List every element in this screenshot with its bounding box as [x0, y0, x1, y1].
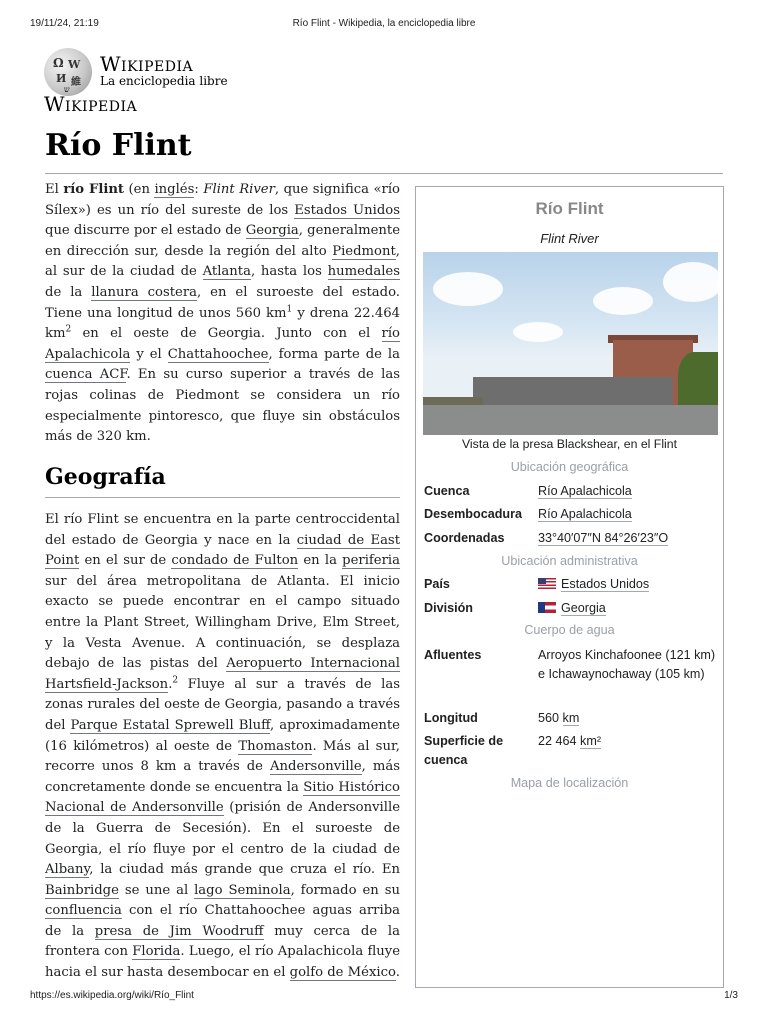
link-golfo-mexico[interactable]: golfo de México [289, 965, 396, 981]
value-cuenca [538, 482, 716, 501]
infobox-section-geo: Ubicación geográfica [510, 460, 629, 474]
link-division-value[interactable]: Georgia [561, 601, 606, 615]
text: , al sur de la ciudad de [45, 243, 400, 280]
text: en la [298, 553, 343, 569]
section-divider [45, 497, 400, 498]
label-longitud: Longitud [424, 711, 478, 725]
link-rio-apalachicola[interactable]: río Apalachicola [45, 326, 400, 362]
photo-dam [473, 377, 673, 405]
link-lago-seminola[interactable]: lago Seminola [194, 882, 291, 898]
text: y el [130, 346, 168, 362]
logo-tagline: La enciclopedia libre [100, 74, 228, 88]
label-pais: País [424, 577, 450, 591]
label-coordenadas: Coordenadas [424, 531, 505, 545]
link-pais-value[interactable]: Estados Unidos [561, 577, 650, 591]
link-andersonville[interactable]: Andersonville [269, 759, 362, 775]
bold-river-name: río Flint [63, 182, 125, 197]
value-longitud [538, 709, 716, 728]
italic-english-name: Flint River [203, 182, 275, 197]
link-sprewell-bluff[interactable]: Parque Estatal Sprewell Bluff [70, 717, 271, 733]
text: con el río Chattahoochee aguas arriba de la [45, 903, 400, 939]
link-ingles[interactable]: inglés [154, 182, 195, 197]
print-tab-title: Río Flint - Wikipedia, la enciclopedia libre [292, 18, 476, 29]
text: sur del área metropolitana de Atlanta. El inicio exacto se puede encontrar en el campo situado entre la Plant Street, Willingham Drive, Elm Street, y la Vesta Avenue. A continuación, se desplaza debajo de las pistas del [45, 573, 400, 672]
label-cuenca: Cuenca [424, 484, 470, 498]
value-pais [538, 575, 716, 594]
link-cuenca-value[interactable]: Río Apalachicola [538, 484, 632, 498]
link-cuenca-acf[interactable]: cuenca ACF [45, 367, 127, 383]
photo-cloud [593, 287, 653, 315]
longitud-number: 560 [538, 711, 563, 725]
link-periferia[interactable]: periferia [342, 553, 400, 569]
geografia-paragraph [45, 510, 400, 984]
print-header [30, 18, 738, 32]
link-piedmont[interactable]: Piedmont [332, 243, 396, 259]
text: , más concretamente donde se encuentra la [45, 759, 400, 795]
link-desembocadura-value[interactable]: Río Apalachicola [538, 507, 632, 521]
text: , la ciudad más grande que cruza el río. En [89, 862, 400, 878]
text: . [395, 965, 400, 981]
text: , en el suroeste del estado. Tiene una longitud de unos 560 km [45, 284, 400, 321]
infobox [415, 186, 724, 988]
link-bainbridge[interactable]: Bainbridge [45, 882, 119, 898]
text: (prisión de Andersonville de la Guerra de Secesión). En el suroeste de Georgia, el río fluye por el centro de la ciudad de [45, 800, 400, 857]
value-desembocadura [538, 505, 716, 524]
text: que discurre por el estado de [45, 223, 246, 239]
link-georgia[interactable]: Georgia [245, 223, 299, 239]
link-florida[interactable]: Florida [132, 944, 181, 960]
photo-trees [678, 352, 718, 412]
label-division: División [424, 601, 473, 615]
text: . [168, 676, 173, 692]
infobox-section-admin: Ubicación administrativa [501, 554, 638, 568]
infobox-photo-blackshear-dam[interactable] [423, 252, 718, 435]
superficie-number: 22 464 [538, 734, 581, 748]
link-km[interactable]: km [562, 711, 580, 725]
link-aeropuerto[interactable]: Aeropuerto Internacional Hartsfield-Jackson [45, 656, 400, 692]
us-flag-icon [538, 578, 556, 589]
text: , aproximadamente (16 kilómetros) al oeste de [45, 717, 400, 754]
print-url[interactable]: https://es.wikipedia.org/wiki/Río_Flint [30, 990, 194, 1001]
value-afluentes: Arroyos Kinchafoonee (121 km) e Ichawaynochaway (105 km) [538, 648, 716, 681]
value-division [538, 599, 716, 618]
link-thomaston[interactable]: Thomaston [238, 738, 313, 754]
link-chattahoochee[interactable]: Chattahoochee [167, 346, 269, 362]
reference-1[interactable]: 1 [286, 304, 293, 315]
print-datetime: 19/11/24, 21:19 [30, 18, 99, 29]
text: en el oeste de Georgia. Junto con el [71, 326, 382, 342]
link-ciudad-east-point[interactable]: ciudad de East Point [45, 532, 401, 569]
value-coordenadas [538, 529, 716, 548]
wikipedia-globe-icon: Ω W И 維 ש [44, 48, 92, 96]
link-atlanta[interactable]: Atlanta [202, 264, 251, 280]
photo-cloud [513, 322, 563, 342]
label-desembocadura: Desembocadura [424, 507, 522, 521]
text: Fluye al sur a través de las zonas rurales del oeste de Georgia, pasando a través del [45, 676, 400, 733]
text: El río Flint se encuentra en la parte centroccidental del estado de Georgia y nace en la [45, 512, 400, 548]
logo-wordmark-secondary: Wikipedia [44, 92, 138, 116]
text: , forma parte de la [268, 346, 400, 362]
link-coordenadas[interactable]: 33°40′07″N 84°26′23″O [538, 531, 669, 545]
infobox-title: Río Flint [535, 199, 604, 218]
link-presa-jim-woodruff[interactable]: presa de Jim Woodruff [94, 923, 264, 939]
text: se une al [118, 882, 195, 898]
wikipedia-logo[interactable] [44, 46, 244, 116]
infobox-section-water: Cuerpo de agua [524, 623, 615, 637]
link-km2[interactable]: km² [580, 734, 602, 748]
print-footer [30, 990, 738, 1004]
photo-cloud [663, 262, 718, 302]
print-page-number: 1/3 [724, 990, 738, 1001]
infobox-photo-caption: Vista de la presa Blackshear, en el Flint [461, 437, 678, 451]
link-humedales[interactable]: humedales [327, 264, 400, 280]
text: : [194, 182, 204, 197]
text: (en [124, 182, 155, 197]
reference-2[interactable]: 2 [172, 675, 179, 686]
text: muy cerca de la frontera con [45, 923, 400, 960]
text: de la [45, 284, 92, 300]
link-albany[interactable]: Albany [45, 862, 90, 878]
title-divider [45, 173, 723, 174]
georgia-flag-icon [538, 602, 556, 613]
infobox-section-map: Mapa de localización [510, 776, 629, 790]
lead-paragraph [45, 180, 400, 448]
text: . Más al sur, recorre unos 8 km a través de [45, 738, 400, 775]
link-condado-fulton[interactable]: condado de Fulton [171, 553, 299, 569]
text: . En su curso superior a través de las rojas colinas de Piedmont se considera un río especialmente pintoresco, que fluye sin obstáculos más de 320 km. [45, 367, 400, 445]
link-confluencia[interactable]: confluencia [45, 903, 122, 919]
squared-unit: 2 [65, 324, 72, 335]
link-sitio-historico[interactable]: Sitio Histórico Nacional de Andersonville [45, 779, 400, 816]
section-heading-geografia: Geografía [45, 464, 166, 490]
logo-wordmark: Wikipedia [100, 52, 194, 76]
infobox-subtitle: Flint River [540, 231, 599, 246]
label-superficie: Superficie de cuenca [424, 734, 504, 767]
value-superficie [538, 732, 716, 751]
text: El [45, 182, 64, 197]
photo-cloud [433, 272, 503, 306]
text: en el sur de [79, 553, 172, 569]
text: y drena 22.464 km [45, 305, 400, 342]
text: , formado en su [290, 882, 400, 898]
link-estados-unidos[interactable]: Estados Unidos [294, 202, 400, 218]
text: , que significa «río Sílex») es un río del sureste de los [45, 182, 400, 218]
text: , hasta los [250, 264, 328, 280]
page-title: Río Flint [45, 128, 192, 163]
text: , generalmente en dirección sur, desde la región del alto [45, 223, 401, 259]
text: . Luego, el río Apalachicola fluye hacia el sur hasta desembocar en el [45, 944, 400, 981]
label-afluentes: Afluentes [424, 648, 482, 662]
photo-water [423, 405, 718, 435]
link-llanura-costera[interactable]: llanura costera [91, 284, 197, 300]
